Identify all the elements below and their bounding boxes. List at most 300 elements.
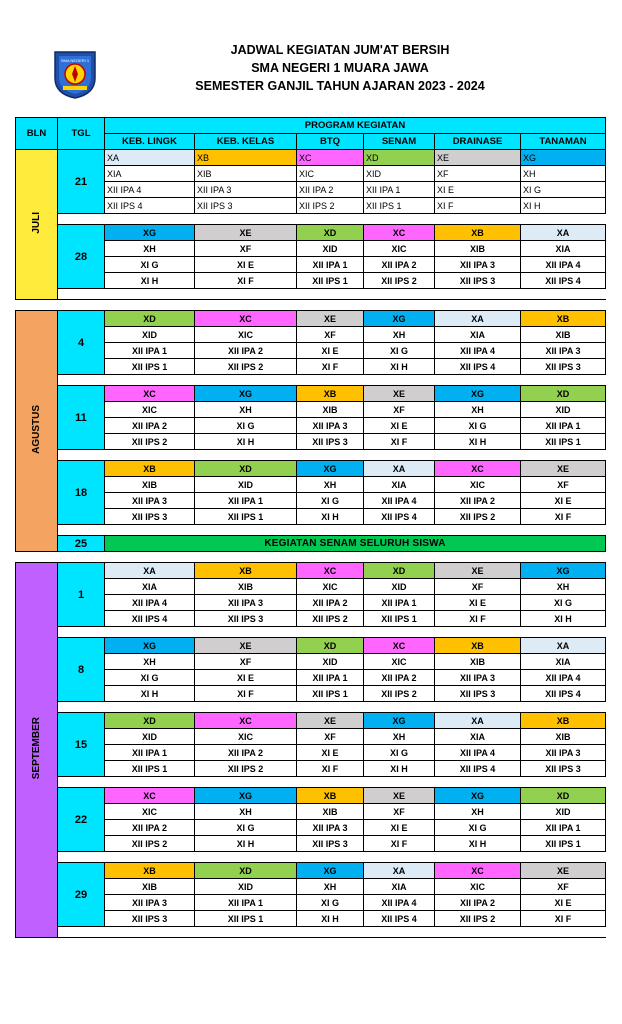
schedule-row: [16, 241, 606, 257]
schedule-row: [16, 493, 606, 509]
class-cell: XB: [105, 461, 195, 477]
class-cell: XIB: [195, 166, 297, 182]
class-cell: XII IPS 3: [435, 686, 521, 702]
class-cell: XIC: [105, 804, 195, 820]
class-cell: XI F: [364, 836, 435, 852]
class-cell: XC: [297, 150, 364, 166]
spacer-row: [16, 525, 606, 536]
class-cell: XI H: [297, 509, 364, 525]
class-cell: XG: [364, 713, 435, 729]
class-cell: XI G: [521, 595, 606, 611]
class-cell: XC: [435, 863, 521, 879]
spacer-row: [16, 927, 606, 938]
class-cell: XI G: [521, 182, 606, 198]
class-cell: XII IPS 3: [521, 761, 606, 777]
class-cell: XI H: [521, 611, 606, 627]
title-line-2: SMA NEGERI 1 MUARA JAWA: [251, 61, 429, 75]
class-cell: XII IPA 3: [521, 745, 606, 761]
class-cell: XID: [521, 804, 606, 820]
class-cell: XI E: [435, 182, 521, 198]
class-cell: XII IPS 3: [105, 509, 195, 525]
class-cell: XII IPA 4: [105, 182, 195, 198]
class-cell: XII IPA 2: [195, 745, 297, 761]
schedule-row: [16, 804, 606, 820]
class-cell: XC: [364, 638, 435, 654]
class-cell: XII IPA 2: [435, 895, 521, 911]
class-cell: XE: [521, 863, 606, 879]
schedule-row: [16, 654, 606, 670]
class-cell: XA: [105, 150, 195, 166]
class-cell: XI H: [297, 911, 364, 927]
class-cell: XII IPS 2: [105, 434, 195, 450]
class-cell: XID: [521, 402, 606, 418]
class-cell: XIA: [435, 327, 521, 343]
class-cell: XIB: [297, 402, 364, 418]
class-cell: XII IPA 2: [297, 595, 364, 611]
class-cell: XIC: [435, 879, 521, 895]
class-cell: XID: [105, 327, 195, 343]
class-cell: XIA: [105, 166, 195, 182]
spacer-row: [16, 214, 606, 225]
class-cell: XH: [195, 402, 297, 418]
class-cell: XIC: [364, 241, 435, 257]
class-cell: XI G: [105, 257, 195, 273]
class-cell: XII IPS 4: [435, 761, 521, 777]
class-cell: XII IPS 3: [105, 911, 195, 927]
class-cell: XI E: [195, 670, 297, 686]
schedule-row: [16, 477, 606, 493]
class-cell: XII IPA 1: [364, 595, 435, 611]
class-cell: XIA: [364, 879, 435, 895]
class-cell: XD: [521, 788, 606, 804]
class-cell: XI G: [195, 418, 297, 434]
class-cell: XII IPS 2: [364, 273, 435, 289]
schedule-row: [16, 509, 606, 525]
class-cell: XI F: [521, 911, 606, 927]
class-cell: XA: [105, 563, 195, 579]
spacer-row: [16, 289, 606, 300]
class-cell: XH: [105, 654, 195, 670]
class-cell: XII IPA 1: [364, 182, 435, 198]
class-cell: XF: [297, 729, 364, 745]
class-cell: XIC: [195, 327, 297, 343]
class-cell: XII IPA 2: [195, 343, 297, 359]
program-tanaman: TANAMAN: [521, 134, 606, 150]
class-cell: XIA: [521, 654, 606, 670]
class-cell: XII IPA 3: [105, 493, 195, 509]
class-cell: XG: [435, 386, 521, 402]
schedule-row: [16, 788, 606, 804]
class-cell: XII IPS 1: [105, 761, 195, 777]
class-cell: XII IPA 3: [435, 257, 521, 273]
class-cell: XI E: [297, 343, 364, 359]
class-cell: XF: [364, 402, 435, 418]
schedule-row: [16, 359, 606, 375]
class-cell: XI E: [521, 493, 606, 509]
class-cell: XI F: [195, 273, 297, 289]
class-cell: XII IPA 4: [435, 343, 521, 359]
class-cell: XI H: [435, 836, 521, 852]
class-cell: XII IPS 2: [297, 198, 364, 214]
date-cell: 21: [58, 150, 105, 214]
class-cell: XI G: [435, 418, 521, 434]
class-cell: XII IPS 3: [195, 611, 297, 627]
date-cell: 22: [58, 788, 105, 852]
schedule-row: [16, 745, 606, 761]
class-cell: XC: [105, 788, 195, 804]
class-cell: XE: [521, 461, 606, 477]
class-cell: XD: [105, 713, 195, 729]
class-cell: XII IPA 4: [364, 895, 435, 911]
date-cell: 18: [58, 461, 105, 525]
class-cell: XH: [521, 579, 606, 595]
class-cell: XI H: [364, 761, 435, 777]
class-cell: XH: [364, 729, 435, 745]
class-cell: XID: [297, 654, 364, 670]
schedule-row: [16, 461, 606, 477]
program-drainase: DRAINASE: [435, 134, 521, 150]
schedule-row: [16, 895, 606, 911]
class-cell: XII IPS 3: [521, 359, 606, 375]
class-cell: XII IPS 4: [364, 509, 435, 525]
month-separator: [16, 300, 606, 311]
spacer-cell: [58, 525, 606, 536]
schedule-row: [16, 729, 606, 745]
class-cell: XII IPA 4: [435, 745, 521, 761]
class-cell: XH: [105, 241, 195, 257]
special-row: [16, 536, 606, 552]
class-cell: XF: [435, 166, 521, 182]
class-cell: XI E: [364, 820, 435, 836]
date-cell: 15: [58, 713, 105, 777]
class-cell: XID: [364, 579, 435, 595]
class-cell: XI F: [364, 434, 435, 450]
class-cell: XI H: [435, 434, 521, 450]
class-cell: XI E: [435, 595, 521, 611]
class-cell: XG: [105, 638, 195, 654]
schedule-row: [16, 418, 606, 434]
class-cell: XB: [297, 788, 364, 804]
class-cell: XII IPA 1: [105, 745, 195, 761]
class-cell: XII IPS 2: [435, 509, 521, 525]
schedule-row: [16, 386, 606, 402]
class-cell: XII IPS 1: [105, 359, 195, 375]
class-cell: XI H: [105, 686, 195, 702]
class-cell: XII IPA 3: [195, 182, 297, 198]
class-cell: XII IPS 1: [195, 911, 297, 927]
class-cell: XI F: [521, 509, 606, 525]
class-cell: XII IPA 3: [297, 820, 364, 836]
spacer-cell: [58, 852, 606, 863]
class-cell: XII IPA 4: [364, 493, 435, 509]
class-cell: XII IPA 3: [105, 895, 195, 911]
schedule-row: [16, 343, 606, 359]
class-cell: XII IPS 2: [195, 359, 297, 375]
class-cell: XIC: [364, 654, 435, 670]
class-cell: XC: [297, 563, 364, 579]
schedule-row: [16, 863, 606, 879]
class-cell: XID: [105, 729, 195, 745]
schedule-row: [16, 257, 606, 273]
schedule-row: [16, 225, 606, 241]
class-cell: XE: [364, 386, 435, 402]
class-cell: XII IPA 2: [297, 182, 364, 198]
class-cell: XII IPA 1: [297, 257, 364, 273]
date-cell: 11: [58, 386, 105, 450]
class-cell: XG: [105, 225, 195, 241]
class-cell: XI F: [195, 686, 297, 702]
class-cell: XI F: [297, 761, 364, 777]
spacer-row: [16, 702, 606, 713]
separator-cell: [16, 552, 606, 563]
class-cell: XID: [297, 241, 364, 257]
class-cell: XIA: [105, 579, 195, 595]
class-cell: XH: [195, 804, 297, 820]
class-cell: XD: [195, 461, 297, 477]
class-cell: XA: [521, 225, 606, 241]
class-cell: XID: [364, 166, 435, 182]
date-cell: 4: [58, 311, 105, 375]
class-cell: XG: [435, 788, 521, 804]
schedule-row: [16, 579, 606, 595]
class-cell: XI H: [195, 434, 297, 450]
class-cell: XII IPS 1: [521, 836, 606, 852]
schedule-row: [16, 327, 606, 343]
class-cell: XIC: [105, 402, 195, 418]
class-cell: XA: [364, 461, 435, 477]
class-cell: XG: [297, 863, 364, 879]
class-cell: XF: [195, 654, 297, 670]
class-cell: XF: [521, 879, 606, 895]
schedule-row: [16, 198, 606, 214]
class-cell: XE: [435, 563, 521, 579]
class-cell: XD: [521, 386, 606, 402]
class-cell: XII IPS 2: [105, 836, 195, 852]
schedule-row: [16, 713, 606, 729]
class-cell: XII IPS 4: [105, 198, 195, 214]
class-cell: XII IPS 4: [105, 611, 195, 627]
program-keb-kelas: KEB. KELAS: [195, 134, 297, 150]
class-cell: XII IPA 1: [195, 895, 297, 911]
class-cell: XC: [435, 461, 521, 477]
col-bln-header: BLN: [16, 118, 58, 150]
title-line-3: SEMESTER GANJIL TAHUN AJARAN 2023 - 2024: [195, 79, 485, 93]
month-cell: [16, 563, 58, 938]
date-cell: 1: [58, 563, 105, 627]
class-cell: XII IPA 2: [105, 820, 195, 836]
class-cell: XE: [435, 150, 521, 166]
class-cell: XII IPA 1: [297, 670, 364, 686]
class-cell: XB: [195, 563, 297, 579]
class-cell: XI G: [364, 745, 435, 761]
schedule-row: [16, 402, 606, 418]
class-cell: XH: [297, 879, 364, 895]
class-cell: XH: [297, 477, 364, 493]
spacer-cell: [58, 289, 606, 300]
class-cell: XB: [297, 386, 364, 402]
class-cell: XII IPS 3: [297, 836, 364, 852]
class-cell: XII IPS 1: [297, 686, 364, 702]
class-cell: XD: [195, 863, 297, 879]
class-cell: XI H: [364, 359, 435, 375]
spacer-row: [16, 627, 606, 638]
schedule-row: [16, 761, 606, 777]
month-separator: [16, 552, 606, 563]
schedule-row: [16, 820, 606, 836]
class-cell: XH: [521, 166, 606, 182]
class-cell: XI F: [435, 198, 521, 214]
class-cell: XII IPS 2: [195, 761, 297, 777]
class-cell: XC: [195, 311, 297, 327]
class-cell: XD: [105, 311, 195, 327]
class-cell: XII IPA 3: [195, 595, 297, 611]
class-cell: XII IPA 2: [364, 257, 435, 273]
schedule-row: [16, 150, 606, 166]
document-header: [0, 40, 622, 102]
class-cell: XII IPA 1: [521, 820, 606, 836]
class-cell: XIB: [105, 477, 195, 493]
spacer-cell: [58, 702, 606, 713]
class-cell: XI E: [364, 418, 435, 434]
class-cell: XII IPA 1: [105, 343, 195, 359]
class-cell: XIC: [297, 579, 364, 595]
class-cell: XG: [195, 788, 297, 804]
month-cell: [16, 150, 58, 300]
class-cell: XG: [521, 563, 606, 579]
class-cell: XB: [195, 150, 297, 166]
class-cell: XII IPA 4: [521, 670, 606, 686]
schedule-row: [16, 670, 606, 686]
class-cell: XIC: [435, 477, 521, 493]
class-cell: XII IPS 3: [435, 273, 521, 289]
class-cell: XII IPS 2: [364, 686, 435, 702]
class-cell: XE: [364, 788, 435, 804]
class-cell: XID: [195, 879, 297, 895]
schedule-row: [16, 638, 606, 654]
class-cell: XI E: [195, 257, 297, 273]
class-cell: XII IPS 3: [195, 198, 297, 214]
class-cell: XIB: [435, 654, 521, 670]
class-cell: XIC: [297, 166, 364, 182]
class-cell: XII IPS 1: [195, 509, 297, 525]
class-cell: XII IPA 4: [105, 595, 195, 611]
class-cell: XH: [364, 327, 435, 343]
class-cell: XG: [297, 461, 364, 477]
class-cell: XIB: [521, 729, 606, 745]
class-cell: XIA: [521, 241, 606, 257]
schedule-row: [16, 434, 606, 450]
spacer-cell: [58, 927, 606, 938]
month-label: AGUSTUS: [31, 405, 42, 454]
school-logo-icon: [49, 48, 101, 100]
class-cell: XII IPS 2: [297, 611, 364, 627]
class-cell: XIB: [435, 241, 521, 257]
class-cell: XI H: [195, 836, 297, 852]
class-cell: XF: [364, 804, 435, 820]
class-cell: XA: [364, 863, 435, 879]
class-cell: XII IPS 1: [297, 273, 364, 289]
schedule-table: [15, 117, 606, 938]
month-label: JULI: [31, 212, 42, 234]
class-cell: XG: [521, 150, 606, 166]
spacer-cell: [58, 627, 606, 638]
class-cell: XC: [195, 713, 297, 729]
class-cell: XIB: [195, 579, 297, 595]
class-cell: XII IPA 2: [364, 670, 435, 686]
class-cell: XB: [521, 311, 606, 327]
class-cell: XII IPS 3: [297, 434, 364, 450]
class-cell: XH: [435, 402, 521, 418]
class-cell: XH: [435, 804, 521, 820]
class-cell: XIB: [105, 879, 195, 895]
date-cell: 25: [58, 536, 105, 552]
class-cell: XI H: [521, 198, 606, 214]
class-cell: XE: [297, 311, 364, 327]
special-activity: KEGIATAN SENAM SELURUH SISWA: [105, 536, 606, 552]
class-cell: XII IPS 2: [435, 911, 521, 927]
class-cell: XI G: [435, 820, 521, 836]
class-cell: XC: [364, 225, 435, 241]
class-cell: XII IPS 1: [364, 611, 435, 627]
program-keb-lingk: KEB. LINGK: [105, 134, 195, 150]
schedule-row: [16, 879, 606, 895]
class-cell: XE: [297, 713, 364, 729]
class-cell: XI E: [521, 895, 606, 911]
class-cell: XD: [297, 638, 364, 654]
class-cell: XIC: [195, 729, 297, 745]
class-cell: XF: [435, 579, 521, 595]
schedule-body: [16, 150, 606, 938]
class-cell: XB: [521, 713, 606, 729]
class-cell: XII IPA 1: [195, 493, 297, 509]
spacer-cell: [58, 450, 606, 461]
schedule-row: [16, 595, 606, 611]
class-cell: XI G: [105, 670, 195, 686]
class-cell: XII IPA 1: [521, 418, 606, 434]
class-cell: XII IPS 4: [521, 273, 606, 289]
class-cell: XF: [297, 327, 364, 343]
class-cell: XI H: [105, 273, 195, 289]
date-cell: 8: [58, 638, 105, 702]
schedule-row: [16, 563, 606, 579]
class-cell: XII IPA 3: [297, 418, 364, 434]
class-cell: XF: [521, 477, 606, 493]
class-cell: XB: [105, 863, 195, 879]
class-cell: XIB: [521, 327, 606, 343]
svg-text:SMA NEGERI 1: SMA NEGERI 1: [60, 58, 90, 63]
class-cell: XII IPA 3: [435, 670, 521, 686]
schedule-row: [16, 182, 606, 198]
class-cell: XB: [435, 638, 521, 654]
class-cell: XA: [521, 638, 606, 654]
class-cell: XI G: [297, 895, 364, 911]
class-cell: XD: [297, 225, 364, 241]
spacer-cell: [58, 214, 606, 225]
class-cell: XIA: [364, 477, 435, 493]
class-cell: XII IPA 2: [435, 493, 521, 509]
class-cell: XE: [195, 225, 297, 241]
class-cell: XI G: [297, 493, 364, 509]
class-cell: XE: [195, 638, 297, 654]
class-cell: XC: [105, 386, 195, 402]
month-label: SEPTEMBER: [31, 717, 42, 780]
class-cell: XII IPS 4: [435, 359, 521, 375]
class-cell: XIB: [297, 804, 364, 820]
schedule-row: [16, 836, 606, 852]
class-cell: XI E: [297, 745, 364, 761]
spacer-cell: [58, 777, 606, 788]
schedule-row: [16, 166, 606, 182]
